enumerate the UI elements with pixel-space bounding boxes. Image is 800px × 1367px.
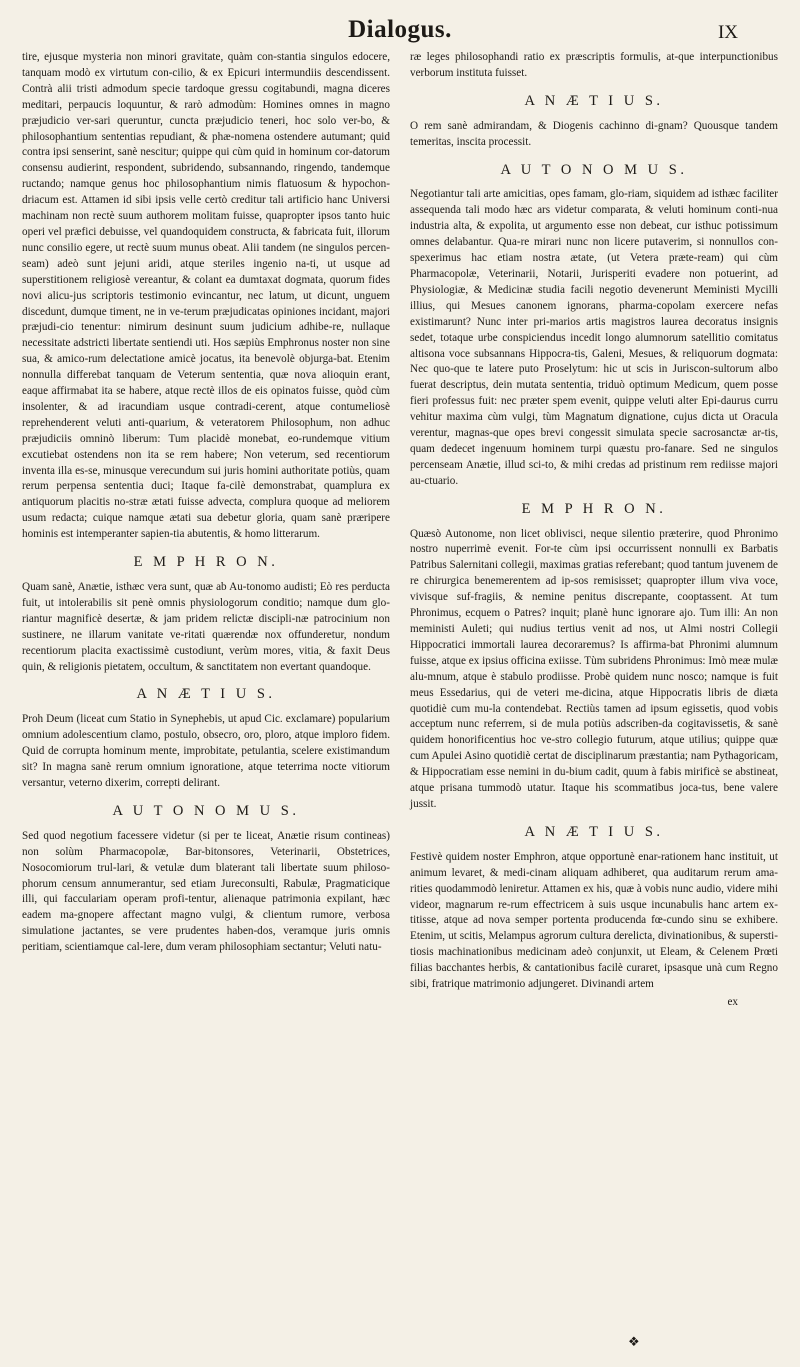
paragraph: Quæsò Autonome, non licet oblivisci, neque silentio præterire, quod Phronimo nostro nuperrimè evenit. For-te cùm ipsi occurrissent nonnulli ex Barbatis Patribus Salernitani collegii, maximas gratias referebant; quod tantum juvenem de re chirurgica benemerentem ad ip-sos remisisset; quapropter illum viva voce, vivisque suf-fragiis, & nemine penitus discrepante, cooptassent. At tum Phronimus, ecquem o Patres? inquit; planè hunc ignorare ajo. Tum illi: An non meministi Auleti; qui nudius tertius venit ad nos, ut Almi nostri Collegii Hippocratici immortali laurea decoraremus? Is affirma-bat Phronimi alumnum fuisse, atque ex ipsius officina exiisse. Tùm subridens Phronimus: Imò meæ mulæ alu-mnum, atque è stabulo prodiisse. Probè quidem nunc nosco; namque is fuit meus Essedarius, qui de veteri me-dicina, atque Hippocratis libris de diæta quotidiè cum mu-la contendebat. Rectiùs tamen ad ipsum egissetis, quod vobis acceptum nunc referrem, si de mula potiùs adscriben-da cogitavissetis, & sanè quidem honorificentius hoc ve-stro collegio futurum, atque utilius; quippe quæ cum Apulei Asino quotidiè certat de disciplinarum præstantia; nam Pythagoricam, & Hippocratiam esse nemini in du-bium cadit, quum à fabis mirificè se abstineat, atque prisana tummodò utatur. Itaque his scommatibus joca-tus, bene valere jussit. — [410, 527, 778, 810]
speaker-heading: A N Æ T I U S. — [524, 823, 664, 840]
text-columns — [22, 50, 778, 1011]
paragraph: ræ leges philosophandi ratio ex præscriptis formulis, at-que interpunctionibus verborum instituta fuisset. — [410, 51, 778, 79]
page-number: IX — [717, 22, 738, 43]
catchword: ex — [727, 995, 738, 1008]
speaker-heading: A U T O N O M U S. — [112, 802, 300, 819]
running-head: Dialogus. — [348, 16, 452, 43]
speaker-heading: E M P H R O N. — [133, 554, 279, 571]
paragraph: Quam sanè, Anætie, isthæc vera sunt, quæ ab Au-tonomo audisti; Eò res perducta fuit, ut intolerabilis sit penè omnis physiologorum conditio; namque dum glo-riantur magnificè desertæ, & jam pridem relictæ discipli-næ patrocinium non sustinere, ne illarum vanitate ve-ritati quærendæ nox offunderetur, nondum recentiorum placita exactissimè custodiunt, verùm mores, vitia, & faxit Deus quin, & religionis pietatem, occultum, & sanctitatem non evertant quandoque. — [22, 581, 390, 673]
speaker-heading: A N Æ T I U S. — [136, 686, 276, 703]
paragraph: Negotiantur tali arte amicitias, opes famam, glo-riam, siquidem ad isthæc faciliter assequenda tali modo hæc ars videtur comparata, & veluti hominum conti-nua industria alta, & expolita, ut argumento esse non debeat, cur isthuc potissimum omnes delabantur. Qua-re mirari nunc non licere putaverim, si nonnullos con-spexerimus hac etiam nostra ætate, (ut Vetera præte-ream) qui cùm Pharmacopolæ, Veterinarii, Notarii, Jurisperiti evadere non potuerint, ad Physiologiæ, & Medicinæ studia facili negotio devenerunt Meministi Mycilli illius, qui Mesues canonem ignorans, pharma-copolam exercere nefas existimarunt? Nunc inter pri-marios artis magistros laurea decoratus insignis sedet, totaque urbe conspiciendus incedit longo alumnorum satellitio comitatus altisona voce subsannans Hippocra-tis, Galeni, Mesues, & reliquorum dogmata: Nec quo-que te latere puto Proselytum: hic ut scis in Juriscon-sultorum albo fuerat descriptus, dein mutata sententia, triduò optimum Medicum, quem posse fieri professus fuit: nec præter spem evenit, quippe veluti alter Epi-daurus curru vehitur maxima cùm vulgi, tùm Magnatum dignatione, cujus dicta ut Oracula verentur, magnas-que opes brevi congessit simulata specie sacrosanctæ ar-tis, quam dedecet ingenuum hominem turpi quæstu pro-fanare. Sed ne singulos percenseam Anætie, illud sci-to, & mihi credas ad pristinum rem rediisse majori au-ctuario. — [410, 188, 778, 487]
speaker-heading: E M P H R O N. — [521, 500, 667, 517]
paragraph: Sed quod negotium facessere videtur (si per te liceat, Anætie risum contineas) non solùm Pharmacopolæ, Bar-bitonsores, Veterinarii, Obstetrices, Nosocomiorum trul-lari, & vetulæ dum blaterant tali libertate suum philoso-phorum censum annumerantur, sed etiam Jureconsulti, Rabulæ, Pragmaticique illi, qui facculariam operam profi-tentur, alienaque patrimonia expilant, hæc eadem ma-gnopere affectant magno vulgi, & clientum rumore, verbosa simulatione jactantes, se vere prudentes haben-dos, veramque juris omnis peritiam, scientiamque cal-lere, dum veram philosophiam sectantur; Veluti natu- — [22, 829, 390, 954]
paragraph: Proh Deum (liceat cum Statio in Synephebis, ut apud Cic. exclamare) popularium omnium adolescentium clamo, postulo, obsecro, oro, ploro, atque imploro fidem. Quid de corrupta hominum mente, improbitate, petulantia, scelere existimandum sit? In magna sanè rerum omnium ignoratione, atque teterrima nocte vitiorum versantur, veterno dixerim, correpti delirant. — [22, 713, 390, 789]
paragraph: O rem sanè admirandam, & Diogenis cachinno di-gnam? Quousque tandem temeritas, inscita processit. — [410, 119, 778, 148]
page-header — [22, 14, 778, 50]
speaker-heading: A U T O N O M U S. — [500, 161, 688, 178]
paragraph: tire, ejusque mysteria non minori gravitate, quàm con-stantia singulos edocere, tanquam modò ex virtutum con-cilio, & ex Epicuri intermundiis descendissent. Contrà alii tristi admodum specie tardoque gressu cogitabundi, magna diceres meditari, perpaucis loquuntur, & rarò admodùm: Homines omnes in magno præjudicio ver-sari queruntur, cuncta præjudicio teneri, hoc solo ver-bo, & philosophantium sententias repudiant, & phæ-nomena ostendere autumant; quid contra ipsi senserint, sanè nescitur; quippe qui cùm quid in hominum cor-datorum consensu audierint, respondent, subridendo, subsannando, ringendo, tandemque ructando; namque genus hoc philosophantium nimis flatuosum & hypochon-driacum est. Attamen id sibi ipsis velle certò creditur tali artificio hanc Universi machinam non rectè suum authorem molitam fuisse, quapropter ipsos tanto huic operi vel præfici debuisse, vel quandoquidem constructa, & fabricata fuit, illorum nunc consilio egere, ut rectè suum munus obeat. Alii tandem (ne singulos percen-seam) adeò sunt jejuni aridi, atque steriles ingenio na-ti, ut usque ad superstitionem religiosè vereantur, & colant ea dumtaxat dogmata, quorum fides novi alicu-jus scriptoris testimonio evincantur, nec latum, ut dicunt, unguem discedunt, dumque timent, ne in ve-terum præjudicatas opiniones incidant, majori præjudi-cio tenentur: nimirum desinunt suum judicium adhibe-re, nullaque necessitate adstricti libertate sentiendi uti. Hos sæpiùs Emphronus noster non sine sua, & amico-rum delectatione amicè jocatus, ita benevolè objurga-bat. Etenim nonnulla differebat tanquam de Veterum sententia, quæ nova alioquin erant, eaque affirmabat ita se habere, atque rectè illos de eis opinatos fuisse, quòd cùm insolenter, & ad iracundiam usque contradi-cerent, atque contumeliosè reprehenderent veluti anti-quarium, & veteratorem Philosophum, non adhuc præjudiciis omninò liberum: Tum placidè monebat, eo-rundemque vitium excutiebat ostendens non ita se rem habere; Non veterum, sed recentiorum inventa illa es-se, minusque verecundum sui juris homini authoritate potiùs, quam rerum perpensa sententia duci; Itaque fa-cilè demonstrabat, quamplura ex antiquorum placitis no-stræ ætati fuisse advecta, complura quoque ad meliorem usum redacta; cuique namque ætati sua debetur gloria, quam sanè præripere hominis est intemperanter sapien-tia abutentis, & homo litterarum. — [22, 51, 390, 541]
speaker-heading: A N Æ T I U S. — [524, 92, 664, 109]
right-column — [410, 50, 778, 1011]
left-column — [22, 50, 390, 1011]
printer-ornament-icon: ❖ — [628, 1334, 640, 1349]
paragraph: Festivè quidem noster Emphron, atque opportunè enar-rationem hanc instituit, ut animum levaret, & medi-cinam aliquam adhiberet, qua auditarum rerum ama-rities quodammodò leniretur. Attamen ex his, quæ à vobis nunc audio, videre mihi videor, magnarum re-rum effectricem à suis usque incunabulis hanc artem ex-titisse, atque ad nova semper portenta producenda fœ-cundo sinu se exhibere. Etenim, ut scitis, Melampus agrorum cultura derelicta, divinationibus, & supersti-tiosis machinationibus medicinam adeò conjunxit, ut Eleam, & Celenem Prœti filias bacchantes herbis, & cantationibus facilè curaret, ipsasque unà cum Regno sibi, fratrique matrimonio adjungeret. Divinandi artem — [410, 850, 778, 991]
